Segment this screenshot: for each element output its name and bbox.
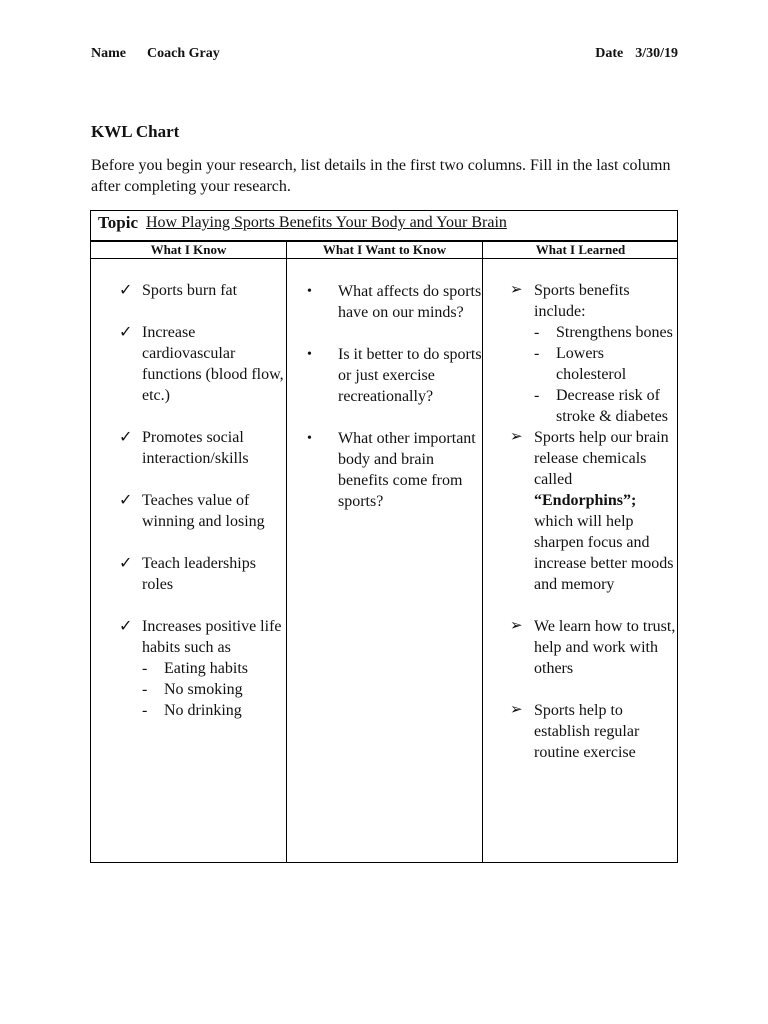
learned-column	[483, 259, 678, 862]
instructions-text: Before you begin your research, list details in the first two columns. Fill in the last column after completing your research.	[91, 157, 671, 195]
know-sub-item: - No drinking	[142, 702, 242, 719]
know-sub-item: - No smoking	[142, 681, 243, 698]
arrowhead-bullet-icon: ➢	[510, 429, 523, 445]
know-item: ✓ Teach leaderships roles	[119, 555, 256, 593]
column-header-know: What I Know	[150, 242, 227, 257]
want-item: • Is it better to do sports or just exercise recreationally?	[307, 346, 482, 405]
endorphins-term: “Endorphins”;	[534, 492, 637, 509]
date-value: 3/30/19	[635, 46, 678, 61]
learned-sub-item: - Decrease risk of stroke & diabetes	[534, 387, 668, 425]
learned-sub-item: - Lowers cholesterol	[534, 345, 627, 383]
arrowhead-bullet-icon: ➢	[510, 702, 523, 718]
date-label: Date	[595, 46, 624, 61]
topic-label: Topic	[98, 213, 139, 232]
know-sub-item: - Eating habits	[142, 660, 248, 677]
page-title: KWL Chart	[91, 122, 180, 141]
column-header-want: What I Want to Know	[322, 242, 447, 257]
dash-bullet: -	[142, 702, 148, 719]
bullet-icon: •	[307, 431, 312, 446]
dash-bullet: -	[534, 387, 540, 404]
name-value: Coach Gray	[147, 46, 220, 61]
checkmark-icon: ✓	[119, 429, 133, 446]
want-item: • What affects do sports have on our minds?	[307, 283, 482, 321]
learned-sub-item: - Strengthens bones	[534, 324, 673, 341]
learned-item: ➢ We learn how to trust, help and work with others	[510, 618, 676, 677]
arrowhead-bullet-icon: ➢	[510, 618, 523, 634]
know-item: ✓ Promotes social interaction/skills	[119, 429, 249, 467]
bullet-icon: •	[307, 284, 312, 299]
know-item: ✓ Increases positive life habits such as - Eating habits - No smoking - No drinking	[91, 616, 286, 721]
header-row	[91, 46, 678, 66]
dash-bullet: -	[142, 681, 148, 698]
want-item: • What other important body and brain benefits come from sports?	[307, 430, 476, 510]
learned-item: ➢ Sports benefits include: - Strengthens bones - Lowers cholesterol - Decrease risk of stroke & diabetes	[483, 280, 678, 427]
know-item: ✓ Increase cardiovascular functions (blood flow, etc.)	[119, 324, 284, 404]
arrowhead-bullet-icon: ➢	[510, 282, 523, 298]
name-label: Name	[91, 46, 126, 61]
learned-item: ➢ Sports help our brain release chemicals called “Endorphins”; which will help sharpen focus and increase better moods and memory	[510, 429, 674, 593]
dash-bullet: -	[534, 324, 540, 341]
know-item: ✓ Teaches value of winning and losing	[119, 492, 265, 530]
learned-item: ➢ Sports help to establish regular routine exercise	[510, 702, 640, 761]
want-column	[287, 259, 482, 862]
checkmark-icon: ✓	[119, 555, 133, 572]
checkmark-icon: ✓	[119, 282, 133, 299]
column-header-learned: What I Learned	[535, 242, 626, 257]
bullet-icon: •	[307, 347, 312, 362]
date-field	[595, 46, 678, 62]
dash-bullet: -	[142, 660, 148, 677]
topic-row	[91, 211, 677, 242]
know-column	[91, 259, 286, 862]
checkmark-icon: ✓	[119, 324, 133, 341]
checkmark-icon: ✓	[119, 618, 133, 635]
checkmark-icon: ✓	[119, 492, 133, 509]
dash-bullet: -	[534, 345, 540, 362]
know-item: ✓ Sports burn fat	[119, 282, 238, 299]
kwl-table	[90, 210, 678, 863]
topic-text: How Playing Sports Benefits Your Body and Your Brain	[146, 214, 507, 231]
